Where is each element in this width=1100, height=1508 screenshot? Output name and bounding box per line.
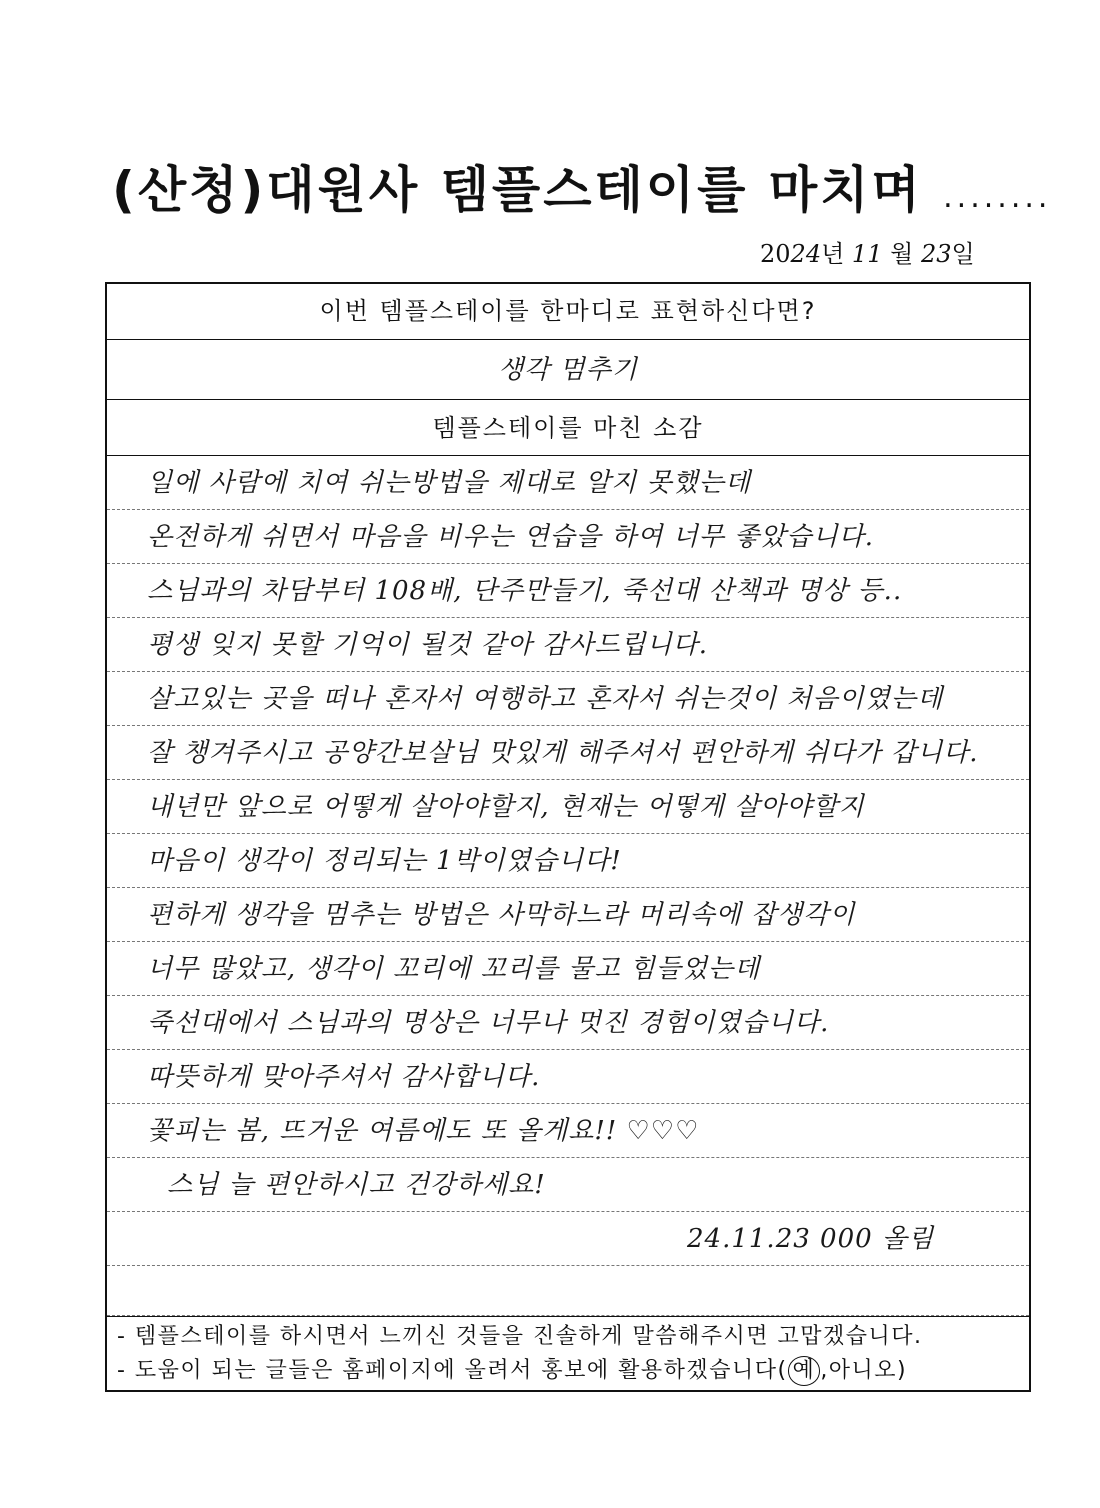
date-year-suffix: 년 [821,240,845,268]
title-dots: ........ [943,180,1052,215]
consent-yes-option: 예 [788,1356,821,1386]
answer-one-line: 생각 멈추기 [107,340,1029,400]
section-impressions-title: 템플스테이를 마친 소감 [107,400,1029,456]
impression-line: 잘 챙겨주시고 공양간보살님 맛있게 해주셔서 편안하게 쉬다가 갑니다. [107,726,1029,780]
impression-line: 내년만 앞으로 어떻게 살아야할지, 현재는 어떻게 살아야할지 [107,780,1029,834]
impression-line: 너무 많았고, 생각이 꼬리에 꼬리를 물고 힘들었는데 [107,942,1029,996]
impression-line: 일에 사람에 치여 쉬는방법을 제대로 알지 못했는데 [107,456,1029,510]
impression-signature: 24.11.23 000 올림 [107,1212,1029,1266]
footer-note-2-open: ( [777,1358,788,1383]
blank-line [107,1266,1029,1316]
impression-line: 살고있는 곳을 떠나 혼자서 여행하고 혼자서 쉬는것이 처음이였는데 [107,672,1029,726]
footer-note-2 [107,1354,1029,1388]
reflection-form [105,282,1031,1392]
footer-note-1: - 템플스테이를 하시면서 느끼신 것들을 진솔하게 말씀해주시면 고맙겠습니다. [117,1324,923,1349]
consent-no-option: ,아니오) [820,1358,908,1383]
footer-divider [107,1316,1029,1317]
date-day-suffix: 일 [951,240,975,268]
date-year-written: 24 [790,240,822,268]
date-day: 23 [920,240,952,268]
page-title [112,150,1052,222]
date-month-suffix: 월 [890,240,914,268]
impression-line: 스님 늘 편안하시고 건강하세요! [107,1158,1029,1212]
impression-line: 꽃피는 봄, 뜨거운 여름에도 또 올게요!! ♡♡♡ [107,1104,1029,1158]
date-prefix: 20 [760,240,791,268]
footer-note-2-text: - 도움이 되는 글들은 홈페이지에 올려서 홍보에 활용하겠습니다 [117,1358,778,1383]
impression-line: 평생 잊지 못할 기억이 될것 같아 감사드립니다. [107,618,1029,672]
impression-line: 마음이 생각이 정리되는 1박이였습니다! [107,834,1029,888]
impression-line: 스님과의 차담부터 108배, 단주만들기, 죽선대 산책과 명상 등.. [107,564,1029,618]
date-month: 11 [851,240,883,268]
impression-line: 죽선대에서 스님과의 명상은 너무나 멋진 경험이였습니다. [107,996,1029,1050]
page-title-text: (산청)대원사 템플스테이를 마치며 [112,161,923,219]
question-one-line: 이번 템플스테이를 한마디로 표현하신다면? [107,284,1029,340]
impression-line: 편하게 생각을 멈추는 방법은 사막하느라 머리속에 잡생각이 [107,888,1029,942]
date-line [760,234,1000,269]
impression-line: 따뜻하게 맞아주셔서 감사합니다. [107,1050,1029,1104]
impression-line: 온전하게 쉬면서 마음을 비우는 연습을 하여 너무 좋았습니다. [107,510,1029,564]
